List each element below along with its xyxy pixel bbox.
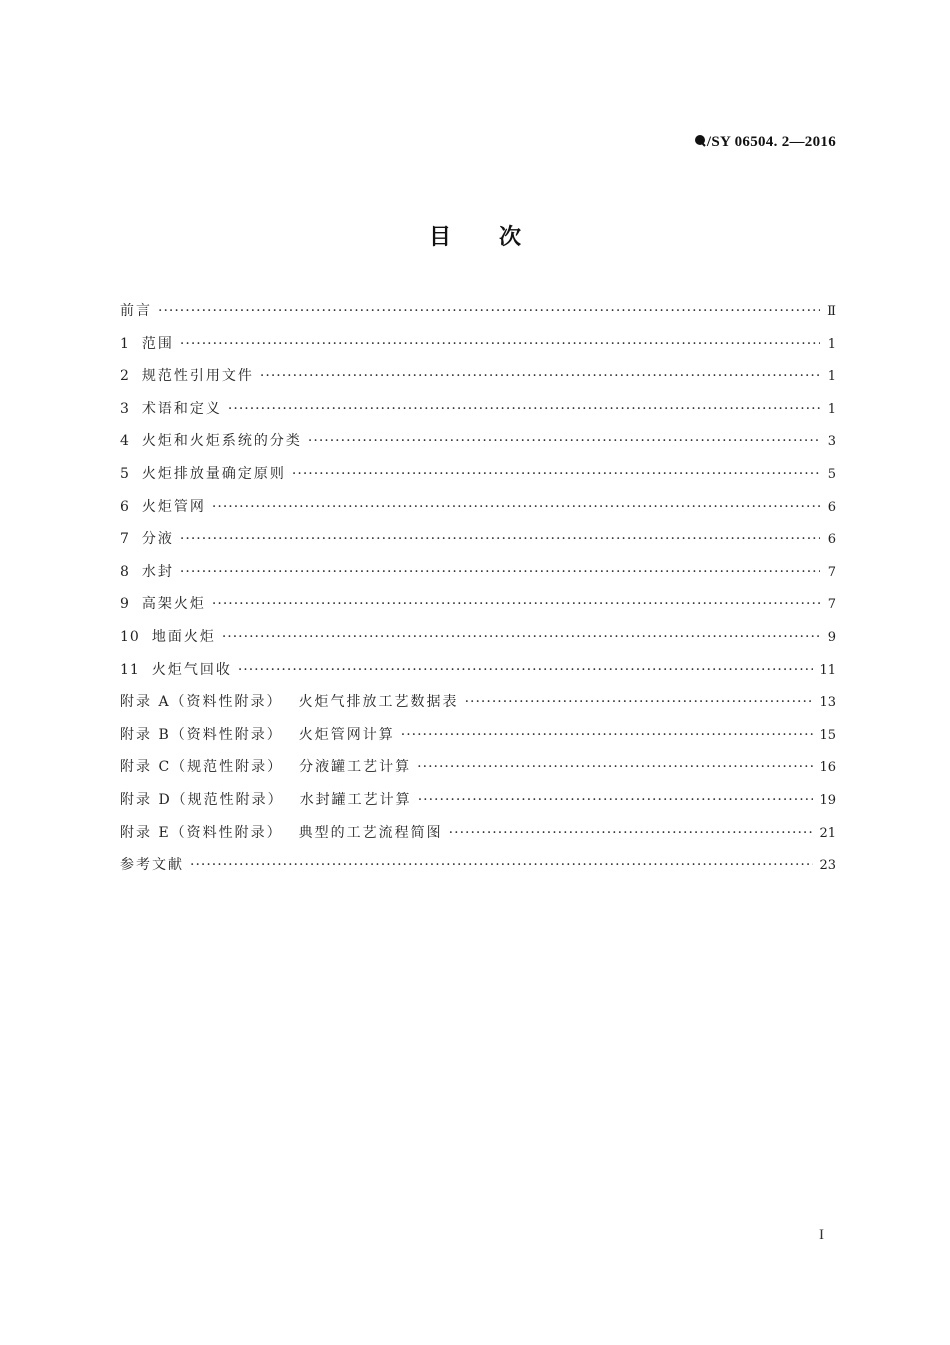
toc-entry-number: 1 [120,335,130,352]
toc-entry-page-number: 19 [819,792,836,808]
toc-entry-label: 水封 [141,563,174,580]
toc-entry-number: 8 [120,563,130,580]
toc-dot-leader [260,368,820,384]
toc-entry-page-number: 13 [819,695,836,711]
toc-entry-label: 术语和定义 [141,400,222,417]
toc-entry-appendix-prefix: 附录 C（规范性附录） [120,759,284,776]
toc-entry[interactable] [120,626,836,659]
toc-entry-appendix-prefix: 附录 E（资料性附录） [120,824,283,841]
toc-dot-leader [449,825,814,841]
toc-dot-leader [158,303,820,319]
toc-dot-leader [292,466,820,482]
toc-dot-leader [180,531,820,547]
toc-entry-page-number: 9 [827,629,836,645]
toc-entry-page-number: 23 [819,858,836,874]
toc-entry-number: 3 [120,400,130,417]
toc-entry[interactable] [120,333,836,366]
toc-entry[interactable] [120,496,836,529]
toc-entry-number: 5 [120,465,130,482]
toc-entry-number: 4 [120,433,130,450]
toc-entry[interactable] [120,528,836,561]
toc-entry-label: 前言 [120,303,152,319]
toc-entry[interactable] [120,756,836,789]
toc-dot-leader [238,662,814,678]
toc-dot-leader [222,629,820,645]
toc-entry-label: 火炬管网计算 [298,726,395,743]
page-number: I [819,1227,824,1243]
page-title: 目次 [428,225,569,250]
toc-entry-number: 6 [120,498,130,515]
toc-entry-page-number: 7 [827,564,836,580]
toc-dot-leader [212,499,820,515]
toc-entry-page-number: Ⅱ [827,304,836,319]
toc-entry[interactable] [120,854,836,887]
toc-entry-appendix-prefix: 附录 B（资料性附录） [120,726,283,743]
toc-entry-number: 11 [120,661,140,678]
toc-entry[interactable] [120,463,836,496]
toc-entry-label: 火炬管网 [141,498,206,515]
toc-entry-page-number: 6 [827,532,836,548]
toc-dot-leader [228,401,820,417]
toc-entry-appendix-prefix: 附录 A（资料性附录） [120,694,283,711]
toc-entry-label: 参考文献 [120,857,184,874]
toc-entry-label: 分液罐工艺计算 [299,759,412,776]
toc-entry-number: 10 [120,628,140,645]
toc-entry-label: 火炬和火炬系统的分类 [141,433,302,450]
toc-entry-number: 7 [120,531,130,548]
toc-dot-leader [401,727,814,743]
toc-entry[interactable] [120,789,836,822]
toc-entry-label: 典型的工艺流程简图 [298,824,443,841]
toc-entry-page-number: 15 [819,727,836,743]
toc-entry-label: 高架火炬 [141,596,206,613]
toc-entry-label: 水封罐工艺计算 [299,791,412,808]
toc-entry-label: 分液 [141,531,174,548]
toc-entry[interactable] [120,365,836,398]
toc-entry[interactable] [120,561,836,594]
toc-dot-leader [308,433,820,449]
toc-entry[interactable] [120,659,836,692]
standard-code: /SY 06504. 2—2016 [706,134,836,150]
toc-entry[interactable] [120,724,836,757]
toc-dot-leader [418,792,814,808]
toc-entry-label: 火炬排放量确定原则 [141,465,286,482]
toc-entry-page-number: 11 [819,662,836,678]
toc-dot-leader [180,336,820,352]
standard-code-header [694,134,836,151]
Q-logo-icon [694,134,706,147]
toc-entry-label: 地面火炬 [151,628,216,645]
toc-entry[interactable] [120,430,836,463]
toc-entry[interactable] [120,822,836,855]
table-of-contents [120,300,836,887]
toc-entry-page-number: 16 [819,760,836,776]
toc-entry-label: 火炬气排放工艺数据表 [298,694,459,711]
toc-dot-leader [180,564,820,580]
toc-entry-label: 范围 [141,335,174,352]
toc-dot-leader [190,857,813,873]
toc-dot-leader [417,759,813,775]
toc-entry-number: 2 [120,368,130,385]
toc-entry-page-number: 6 [827,499,836,515]
toc-entry-number: 9 [120,596,130,613]
toc-entry-page-number: 1 [827,369,836,385]
toc-entry-page-number: 21 [819,825,836,841]
toc-entry[interactable] [120,300,836,333]
toc-entry-page-number: 3 [827,434,836,450]
toc-entry-page-number: 5 [827,466,836,482]
toc-entry-appendix-prefix: 附录 D（规范性附录） [120,791,284,808]
toc-entry-label: 火炬气回收 [151,661,232,678]
toc-entry-label: 规范性引用文件 [141,368,254,385]
toc-dot-leader [465,694,814,710]
toc-entry-page-number: 1 [827,401,836,417]
toc-dot-leader [212,596,820,612]
toc-entry[interactable] [120,398,836,431]
toc-entry-page-number: 7 [827,597,836,613]
toc-entry-page-number: 1 [827,336,836,352]
toc-entry[interactable] [120,593,836,626]
toc-entry[interactable] [120,691,836,724]
